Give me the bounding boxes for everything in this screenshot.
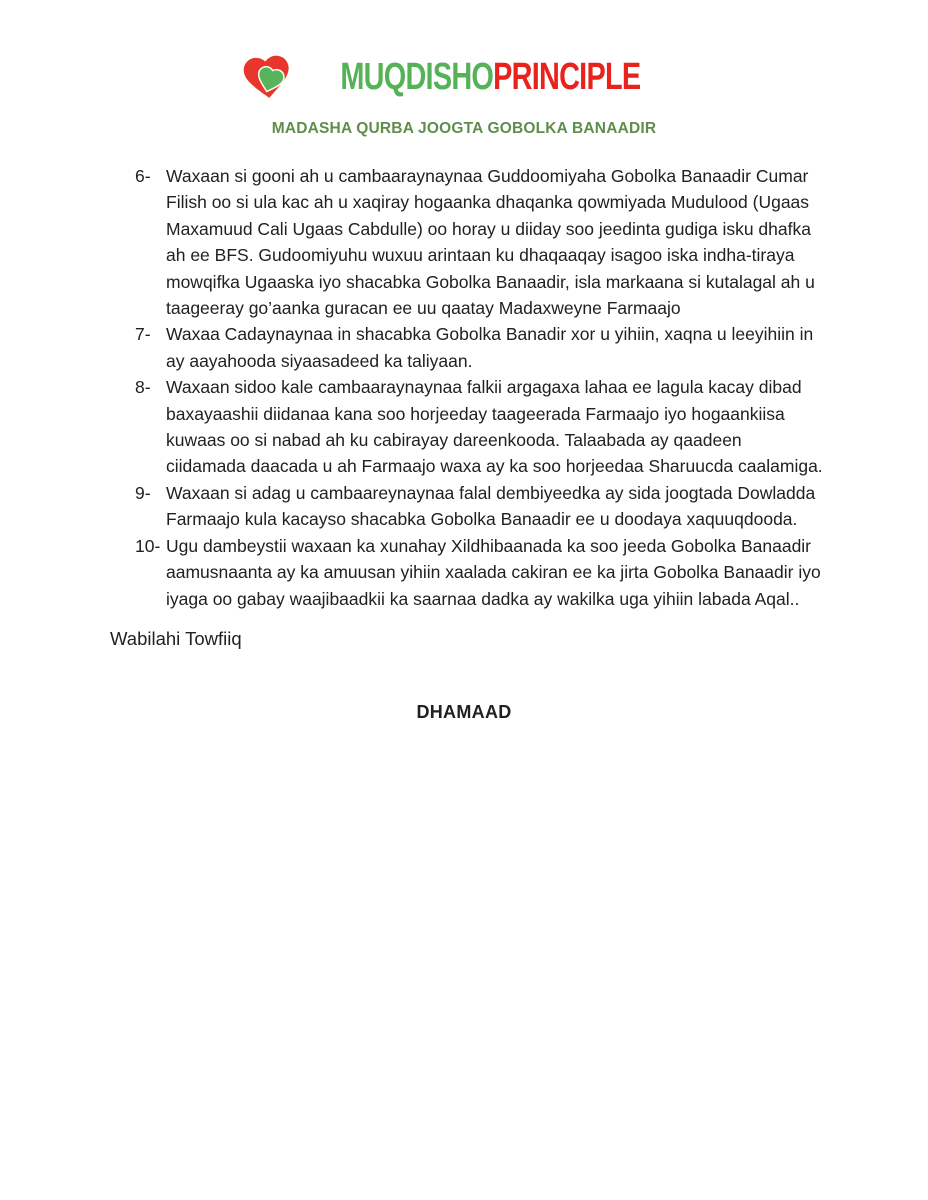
list-item-text: Waxaan si adag u cambaareynaynaa falal dembiyeedka ay sida joogtada Dowladda Farmaajo kula kacayso shacabka Gobolka Banaadir ee u doodaya xaquuqdooda. — [166, 482, 816, 530]
list-item-number: 9- — [135, 482, 151, 503]
brand-name-principle: PRINCIPLE — [493, 56, 641, 98]
list-item-number: 8- — [135, 377, 151, 398]
list-item-text: Waxaan sidoo kale cambaaraynaynaa falkii argagaxa lahaa ee lagula kacay dibad baxayaashii diidanaa kana soo horjeeday taageerada Farmaajo iyo hogaankiisa kuwaas oo si nabad ah ku cabirayay dareenkooda. Talaabada ay qaadeen ciidamada daacada u ah Farmaajo waxa ay ka soo horjeedaa Sharuucda caalamiga. — [166, 377, 823, 477]
list-item-number: 7- — [135, 324, 151, 345]
list-item-number: 6- — [135, 166, 151, 186]
list-item-number: 10- — [135, 535, 161, 556]
end-marker: DHAMAAD — [416, 701, 512, 722]
brand-name — [341, 58, 641, 96]
document-subtitle: MADASHA QURBA JOOGTA GOBOLKA BANAADIR — [271, 120, 657, 137]
list-item — [135, 163, 826, 321]
numbered-list — [135, 163, 826, 612]
list-item — [135, 374, 826, 480]
brand-name-muqdisho: MUQDISHO — [340, 56, 494, 98]
list-item-text: Waxaa Cadaynaynaa in shacabka Gobolka Banadir xor u yihiin, xaqna u leeyihiin in ay aayahooda siyaasadeed ka taliyaan. — [166, 324, 814, 371]
list-item-text: Ugu dambeystii waxaan ka xunahay Xildhibaanada ka soo jeeda Gobolka Banaadir aamusnaanta ay ka amuusan yihiin xaalada cakiran ee ka jirta Gobolka Banaadir iyo iyaga oo gabay waajibaadkii ka saarnaa dadka ay wakilka uga yihiin labada Aqal.. — [166, 535, 821, 609]
list-item — [135, 533, 826, 612]
list-item — [135, 480, 826, 533]
brand-logo — [0, 0, 928, 104]
list-item — [135, 321, 826, 374]
list-item-text: Waxaan si gooni ah u cambaaraynaynaa Guddoomiyaha Gobolka Banaadir Cumar Filish oo si ula kac ah u xaqiray hogaanka dhaqanka qowmiyada Mudulood (Ugaas Maxamuud Cali Ugaas Cabdulle) oo horay u diiday soo jeedinta gudiga isku dhafka ah ee BFS. Gudoomiyuhu wuxuu arintaan ku dhaqaaqay isagoo iska indha-tiraya mowqifka Ugaaska iyo shacabka Gobolka Banaadir, isla markaana si kutalagal ah u taageeray go’aanka guracan ee uu qaatay Madaxweyne Farmaajo — [166, 166, 815, 319]
closing-text: Wabilahi Towfiiq — [110, 627, 242, 649]
heart-leaf-icon — [240, 50, 294, 104]
